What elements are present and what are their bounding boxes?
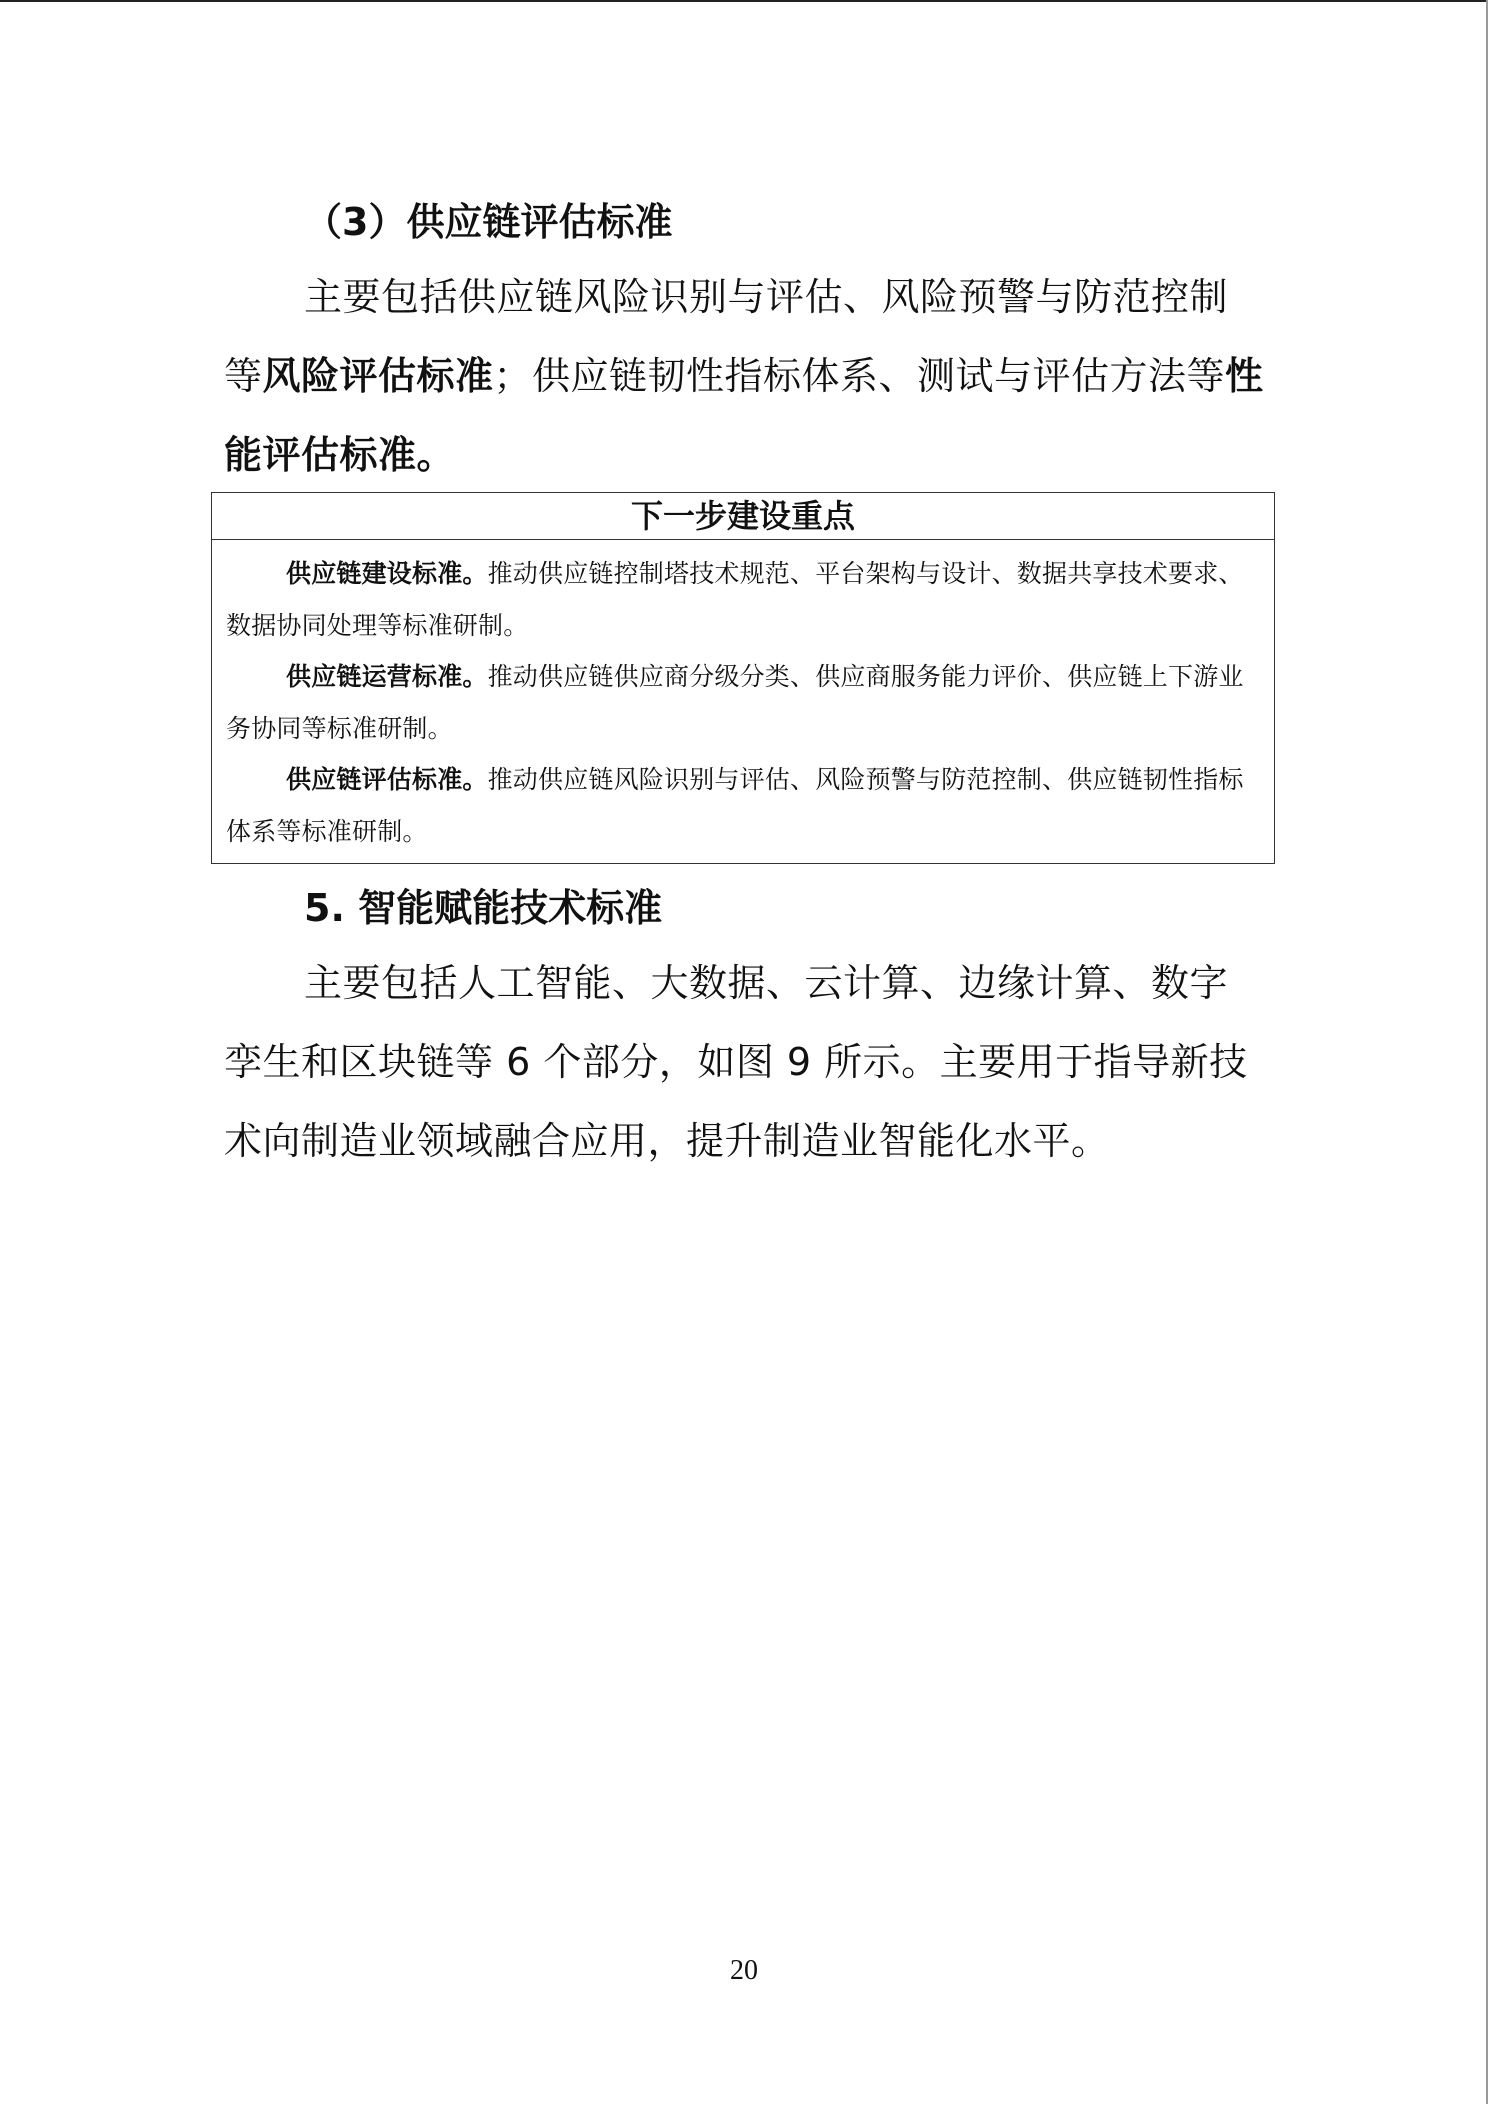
section-supply-chain-evaluation bbox=[224, 186, 1264, 495]
section-paragraph bbox=[224, 258, 1264, 495]
page-border-top bbox=[0, 0, 1488, 2]
box-title: 下一步建设重点 bbox=[212, 493, 1274, 540]
box-item-text: 推动供应链风险识别与评估、风险预警与防范控制、供应链韧性指标体系等标准研制。 bbox=[226, 765, 1244, 846]
paragraph-text-2: ；供应链韧性指标体系、测试与评估方法等 bbox=[493, 354, 1226, 398]
box-item-label: 供应链运营标准。 bbox=[286, 662, 488, 691]
section-paragraph: 主要包括人工智能、大数据、云计算、边缘计算、数字孪生和区块链等 6 个部分，如图 9 所示。主要用于指导新技术向制造业领域融合应用，提升制造业智能化水平。 bbox=[224, 961, 1248, 1163]
box-item-label: 供应链评估标准。 bbox=[286, 765, 488, 794]
box-item-text: 推动供应链供应商分级分类、供应商服务能力评价、供应链上下游业务协同等标准研制。 bbox=[226, 662, 1244, 743]
section-heading: 5. 智能赋能技术标准 bbox=[304, 886, 663, 930]
box-item-construction bbox=[226, 548, 1262, 651]
box-item-text: 推动供应链控制塔技术规范、平台架构与设计、数据共享技术要求、数据协同处理等标准研制。 bbox=[226, 559, 1244, 640]
next-steps-box bbox=[211, 492, 1275, 864]
paragraph-bold-risk-standard: 风险评估标准 bbox=[262, 354, 494, 398]
paragraph-text-1: 主要包括供应链风险识别与评估、风险预警与防范控制等 bbox=[224, 275, 1229, 398]
box-item-evaluation bbox=[226, 754, 1262, 857]
box-item-operation bbox=[226, 651, 1262, 754]
paragraph-bold-performance-standard: 性能评估标准。 bbox=[224, 354, 1264, 477]
box-item-label: 供应链建设标准。 bbox=[286, 559, 488, 588]
section-intelligent-empowerment bbox=[224, 872, 1264, 1181]
page-number: 20 bbox=[730, 1955, 758, 1986]
section-heading: （3）供应链评估标准 bbox=[304, 200, 673, 244]
box-body bbox=[212, 540, 1274, 857]
